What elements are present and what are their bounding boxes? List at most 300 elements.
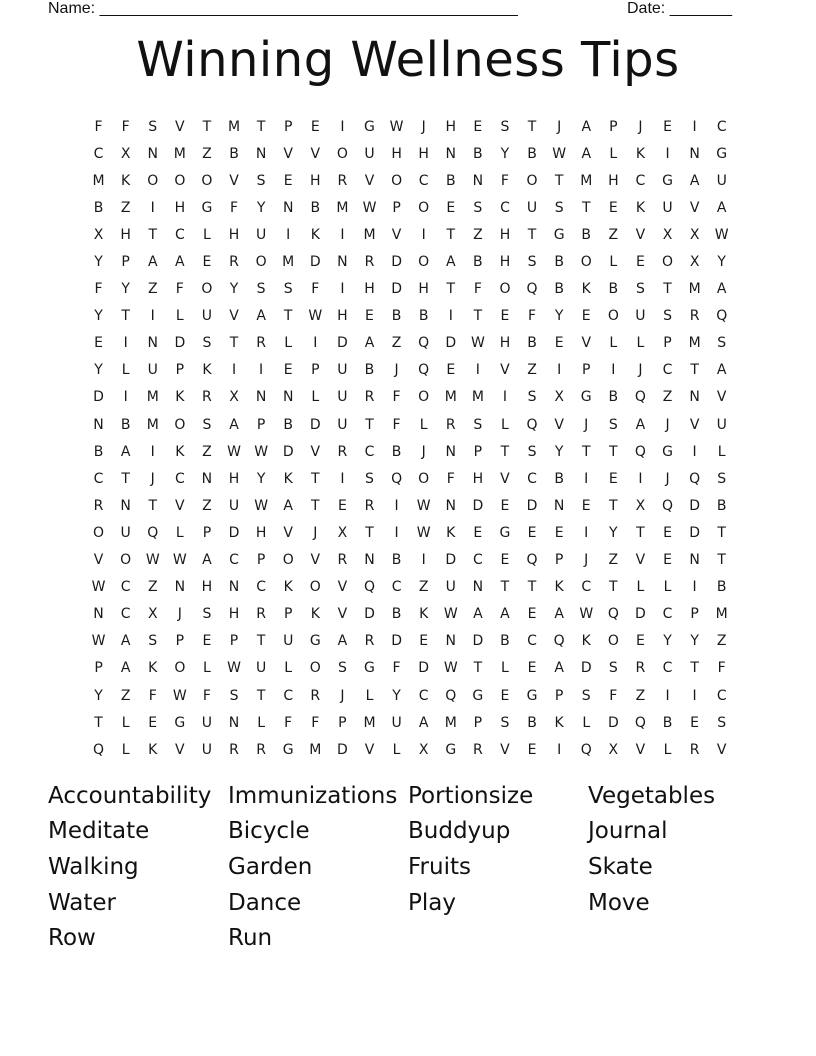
grid-letter[interactable]: N: [93, 416, 104, 433]
grid-letter[interactable]: R: [364, 389, 375, 406]
grid-letter[interactable]: D: [93, 389, 104, 406]
grid-letter[interactable]: A: [716, 281, 727, 298]
grid-letter[interactable]: D: [174, 335, 186, 352]
grid-letter[interactable]: P: [121, 254, 130, 271]
grid-letter[interactable]: I: [584, 470, 589, 487]
grid-letter[interactable]: O: [391, 172, 403, 189]
grid-letter[interactable]: D: [391, 633, 402, 650]
grid-letter[interactable]: Q: [391, 470, 403, 487]
grid-letter[interactable]: O: [174, 416, 186, 433]
grid-letter[interactable]: E: [663, 552, 672, 569]
grid-letter[interactable]: U: [364, 145, 375, 162]
grid-letter[interactable]: O: [201, 172, 213, 189]
grid-letter[interactable]: I: [692, 118, 697, 135]
grid-letter[interactable]: H: [472, 470, 484, 487]
grid-letter[interactable]: Z: [391, 335, 402, 352]
grid-letter[interactable]: J: [421, 443, 426, 460]
grid-letter[interactable]: D: [445, 335, 457, 352]
grid-letter[interactable]: P: [94, 660, 103, 677]
grid-letter[interactable]: E: [473, 118, 483, 135]
grid-letter[interactable]: G: [553, 226, 565, 243]
grid-letter[interactable]: V: [175, 497, 185, 514]
grid-letter[interactable]: U: [635, 308, 646, 325]
grid-letter[interactable]: D: [282, 443, 294, 460]
grid-letter[interactable]: M: [146, 389, 159, 406]
grid-letter[interactable]: M: [92, 172, 105, 189]
grid-letter[interactable]: E: [473, 524, 483, 541]
grid-letter[interactable]: Z: [527, 362, 537, 379]
grid-letter[interactable]: O: [418, 470, 430, 487]
grid-letter[interactable]: K: [148, 660, 158, 677]
grid-letter[interactable]: I: [286, 226, 291, 243]
grid-letter[interactable]: N: [282, 199, 294, 216]
grid-letter[interactable]: K: [554, 714, 564, 731]
grid-letter[interactable]: L: [663, 579, 672, 596]
grid-letter[interactable]: C: [527, 470, 537, 487]
grid-letter[interactable]: W: [470, 335, 485, 352]
grid-letter[interactable]: T: [311, 497, 320, 514]
grid-letter[interactable]: M: [309, 741, 322, 758]
grid-letter[interactable]: D: [689, 524, 700, 541]
grid-letter[interactable]: J: [584, 552, 589, 569]
grid-letter[interactable]: O: [580, 254, 592, 271]
grid-letter[interactable]: N: [282, 389, 294, 406]
grid-letter[interactable]: W: [416, 524, 431, 541]
grid-letter[interactable]: N: [553, 497, 565, 514]
grid-letter[interactable]: R: [256, 741, 266, 758]
grid-letter[interactable]: U: [445, 579, 456, 596]
grid-letter[interactable]: T: [256, 633, 266, 650]
grid-letter[interactable]: S: [256, 281, 266, 298]
grid-letter[interactable]: A: [229, 416, 239, 433]
grid-letter[interactable]: Z: [418, 579, 429, 596]
grid-letter[interactable]: E: [663, 118, 672, 135]
grid-letter[interactable]: A: [175, 254, 185, 271]
grid-letter[interactable]: Q: [607, 606, 619, 623]
grid-letter[interactable]: R: [472, 741, 483, 758]
grid-letter[interactable]: Q: [553, 633, 565, 650]
grid-letter[interactable]: E: [554, 335, 564, 352]
grid-letter[interactable]: K: [283, 470, 293, 487]
grid-letter[interactable]: F: [609, 687, 618, 704]
grid-letter[interactable]: V: [500, 741, 510, 758]
grid-letter[interactable]: I: [150, 199, 155, 216]
grid-letter[interactable]: K: [121, 172, 131, 189]
grid-letter[interactable]: P: [283, 118, 293, 135]
grid-letter[interactable]: A: [120, 443, 131, 460]
date-field-label[interactable]: Date: _______: [627, 0, 732, 17]
grid-letter[interactable]: J: [638, 118, 643, 135]
grid-letter[interactable]: W: [552, 145, 567, 162]
grid-letter[interactable]: W: [91, 579, 106, 596]
grid-letter[interactable]: L: [501, 416, 509, 433]
grid-letter[interactable]: H: [391, 145, 402, 162]
grid-letter[interactable]: C: [364, 443, 375, 460]
grid-letter[interactable]: T: [581, 199, 591, 216]
grid-letter[interactable]: T: [609, 579, 618, 596]
grid-letter[interactable]: Y: [256, 470, 266, 487]
grid-letter[interactable]: V: [175, 118, 185, 135]
grid-letter[interactable]: Q: [634, 389, 646, 406]
grid-letter[interactable]: E: [202, 633, 212, 650]
grid-letter[interactable]: X: [337, 524, 348, 541]
grid-letter[interactable]: Q: [93, 741, 105, 758]
grid-letter[interactable]: T: [717, 552, 726, 569]
grid-letter[interactable]: P: [338, 714, 347, 731]
grid-letter[interactable]: D: [309, 416, 321, 433]
grid-letter[interactable]: I: [557, 362, 562, 379]
grid-letter[interactable]: O: [147, 172, 159, 189]
grid-letter[interactable]: Z: [202, 145, 212, 162]
grid-letter[interactable]: W: [227, 660, 241, 677]
grid-letter[interactable]: A: [581, 145, 592, 162]
grid-letter[interactable]: X: [418, 741, 429, 758]
grid-letter[interactable]: U: [337, 362, 348, 379]
grid-letter[interactable]: T: [365, 524, 374, 541]
grid-letter[interactable]: B: [608, 281, 619, 298]
grid-letter[interactable]: Y: [229, 281, 239, 298]
grid-letter[interactable]: W: [416, 497, 431, 514]
grid-letter[interactable]: Z: [202, 443, 212, 460]
grid-letter[interactable]: T: [690, 362, 699, 379]
grid-letter[interactable]: C: [581, 579, 592, 596]
grid-letter[interactable]: X: [120, 145, 131, 162]
grid-letter[interactable]: K: [554, 579, 564, 596]
grid-letter[interactable]: A: [716, 362, 727, 379]
grid-letter[interactable]: J: [177, 606, 182, 623]
grid-letter[interactable]: J: [665, 416, 670, 433]
grid-letter[interactable]: F: [717, 660, 726, 677]
grid-letter[interactable]: W: [443, 606, 458, 623]
grid-letter[interactable]: A: [147, 254, 158, 271]
grid-letter[interactable]: F: [392, 660, 401, 677]
grid-letter[interactable]: L: [582, 714, 591, 731]
grid-letter[interactable]: Y: [256, 199, 266, 216]
grid-letter[interactable]: J: [421, 118, 426, 135]
grid-letter[interactable]: L: [392, 741, 401, 758]
grid-letter[interactable]: N: [201, 470, 213, 487]
grid-letter[interactable]: T: [663, 281, 672, 298]
grid-letter[interactable]: S: [608, 660, 618, 677]
grid-letter[interactable]: P: [582, 362, 591, 379]
grid-letter[interactable]: L: [257, 714, 266, 731]
grid-letter[interactable]: O: [174, 172, 186, 189]
grid-letter[interactable]: C: [716, 687, 727, 704]
grid-letter[interactable]: C: [500, 199, 510, 216]
grid-letter[interactable]: H: [228, 470, 240, 487]
grid-letter[interactable]: G: [662, 443, 673, 460]
grid-letter[interactable]: V: [635, 552, 646, 569]
grid-letter[interactable]: W: [362, 199, 377, 216]
grid-letter[interactable]: T: [527, 579, 537, 596]
grid-letter[interactable]: M: [336, 199, 349, 216]
grid-letter[interactable]: Z: [662, 389, 673, 406]
grid-letter[interactable]: R: [256, 606, 266, 623]
grid-letter[interactable]: S: [473, 199, 483, 216]
grid-letter[interactable]: T: [473, 660, 483, 677]
grid-letter[interactable]: O: [309, 579, 321, 596]
grid-letter[interactable]: K: [148, 741, 158, 758]
grid-letter[interactable]: Q: [526, 552, 538, 569]
grid-letter[interactable]: I: [231, 362, 237, 379]
grid-letter[interactable]: C: [391, 579, 402, 596]
grid-letter[interactable]: L: [311, 389, 320, 406]
grid-letter[interactable]: I: [340, 226, 345, 243]
grid-letter[interactable]: J: [313, 524, 318, 541]
grid-letter[interactable]: X: [554, 389, 564, 406]
grid-letter[interactable]: T: [148, 226, 158, 243]
grid-letter[interactable]: Q: [445, 687, 457, 704]
grid-letter[interactable]: B: [364, 362, 375, 379]
grid-letter[interactable]: S: [500, 714, 510, 731]
grid-letter[interactable]: B: [93, 199, 104, 216]
grid-letter[interactable]: U: [337, 416, 348, 433]
grid-letter[interactable]: D: [689, 497, 700, 514]
grid-letter[interactable]: E: [148, 714, 158, 731]
grid-letter[interactable]: I: [150, 443, 155, 460]
grid-letter[interactable]: T: [148, 497, 158, 514]
grid-letter[interactable]: O: [418, 254, 430, 271]
grid-letter[interactable]: F: [311, 714, 320, 731]
grid-letter[interactable]: G: [364, 118, 375, 135]
grid-letter[interactable]: L: [636, 335, 645, 352]
grid-letter[interactable]: P: [256, 552, 266, 569]
grid-letter[interactable]: P: [392, 199, 401, 216]
grid-letter[interactable]: M: [715, 606, 728, 623]
grid-letter[interactable]: B: [500, 633, 510, 650]
grid-letter[interactable]: S: [717, 714, 727, 731]
grid-letter[interactable]: L: [636, 579, 645, 596]
grid-letter[interactable]: N: [472, 579, 484, 596]
grid-letter[interactable]: C: [174, 470, 185, 487]
grid-letter[interactable]: S: [473, 416, 483, 433]
grid-letter[interactable]: Q: [580, 741, 592, 758]
grid-letter[interactable]: S: [717, 470, 727, 487]
grid-letter[interactable]: D: [526, 497, 538, 514]
grid-letter[interactable]: D: [391, 254, 402, 271]
grid-letter[interactable]: M: [282, 254, 295, 271]
grid-letter[interactable]: V: [310, 443, 321, 460]
grid-letter[interactable]: B: [554, 281, 564, 298]
grid-letter[interactable]: V: [689, 416, 700, 433]
grid-letter[interactable]: B: [473, 254, 483, 271]
grid-letter[interactable]: C: [93, 145, 104, 162]
grid-letter[interactable]: B: [445, 172, 456, 189]
grid-letter[interactable]: L: [717, 443, 726, 460]
grid-letter[interactable]: E: [500, 497, 510, 514]
grid-letter[interactable]: E: [202, 254, 212, 271]
grid-letter[interactable]: E: [94, 335, 103, 352]
grid-letter[interactable]: T: [609, 443, 618, 460]
grid-letter[interactable]: O: [174, 660, 186, 677]
grid-letter[interactable]: S: [527, 443, 537, 460]
grid-letter[interactable]: C: [418, 687, 429, 704]
grid-letter[interactable]: U: [228, 497, 240, 514]
grid-letter[interactable]: B: [716, 497, 727, 514]
grid-letter[interactable]: I: [502, 389, 508, 406]
grid-letter[interactable]: I: [692, 443, 697, 460]
grid-letter[interactable]: E: [581, 308, 591, 325]
grid-letter[interactable]: N: [147, 335, 158, 352]
grid-letter[interactable]: I: [448, 308, 453, 325]
grid-letter[interactable]: T: [446, 226, 456, 243]
grid-letter[interactable]: F: [121, 118, 130, 135]
grid-letter[interactable]: I: [611, 362, 616, 379]
grid-letter[interactable]: Y: [663, 633, 672, 650]
grid-letter[interactable]: R: [364, 254, 375, 271]
grid-letter[interactable]: Z: [202, 497, 212, 514]
grid-letter[interactable]: E: [446, 199, 456, 216]
grid-letter[interactable]: O: [499, 281, 511, 298]
grid-letter[interactable]: N: [445, 633, 456, 650]
grid-letter[interactable]: I: [665, 687, 670, 704]
grid-letter[interactable]: E: [527, 524, 537, 541]
grid-letter[interactable]: C: [472, 552, 483, 569]
grid-letter[interactable]: L: [365, 687, 374, 704]
grid-letter[interactable]: V: [581, 335, 592, 352]
grid-letter[interactable]: Z: [120, 687, 131, 704]
grid-letter[interactable]: T: [311, 470, 320, 487]
grid-letter[interactable]: H: [337, 308, 348, 325]
grid-letter[interactable]: R: [337, 443, 348, 460]
grid-letter[interactable]: I: [665, 145, 670, 162]
grid-letter[interactable]: I: [692, 579, 697, 596]
grid-letter[interactable]: V: [391, 226, 402, 243]
grid-letter[interactable]: K: [283, 579, 293, 596]
grid-letter[interactable]: J: [638, 362, 643, 379]
grid-letter[interactable]: A: [364, 335, 375, 352]
grid-letter[interactable]: S: [554, 199, 564, 216]
grid-letter[interactable]: A: [418, 714, 429, 731]
grid-letter[interactable]: G: [309, 633, 321, 650]
grid-letter[interactable]: R: [364, 497, 375, 514]
grid-letter[interactable]: T: [229, 335, 239, 352]
grid-letter[interactable]: B: [391, 308, 402, 325]
grid-letter[interactable]: S: [148, 118, 158, 135]
grid-letter[interactable]: I: [475, 362, 480, 379]
grid-letter[interactable]: F: [94, 118, 103, 135]
grid-letter[interactable]: P: [473, 714, 483, 731]
grid-letter[interactable]: U: [255, 660, 267, 677]
grid-letter[interactable]: B: [229, 145, 239, 162]
grid-letter[interactable]: P: [283, 606, 293, 623]
grid-letter[interactable]: A: [716, 199, 727, 216]
grid-letter[interactable]: O: [607, 308, 619, 325]
grid-letter[interactable]: D: [635, 606, 646, 623]
grid-letter[interactable]: A: [256, 308, 266, 325]
grid-letter[interactable]: T: [690, 660, 699, 677]
grid-letter[interactable]: S: [527, 254, 537, 271]
grid-letter[interactable]: L: [609, 254, 618, 271]
grid-letter[interactable]: B: [581, 226, 592, 243]
grid-letter[interactable]: U: [255, 226, 267, 243]
grid-letter[interactable]: G: [472, 687, 484, 704]
grid-letter[interactable]: U: [337, 389, 348, 406]
grid-letter[interactable]: V: [500, 362, 510, 379]
grid-letter[interactable]: B: [554, 470, 564, 487]
grid-letter[interactable]: P: [202, 524, 212, 541]
grid-letter[interactable]: C: [716, 118, 727, 135]
grid-letter[interactable]: G: [716, 145, 728, 162]
grid-letter[interactable]: S: [635, 281, 645, 298]
grid-letter[interactable]: M: [688, 281, 701, 298]
grid-letter[interactable]: B: [283, 416, 293, 433]
grid-letter[interactable]: K: [635, 145, 646, 162]
grid-letter[interactable]: C: [256, 579, 266, 596]
grid-letter[interactable]: A: [689, 172, 700, 189]
grid-letter[interactable]: A: [635, 416, 646, 433]
grid-letter[interactable]: Y: [609, 524, 618, 541]
grid-letter[interactable]: C: [120, 579, 131, 596]
grid-letter[interactable]: K: [310, 606, 320, 623]
grid-letter[interactable]: A: [473, 606, 483, 623]
grid-letter[interactable]: F: [284, 714, 293, 731]
grid-letter[interactable]: S: [581, 687, 591, 704]
grid-letter[interactable]: L: [663, 741, 672, 758]
grid-letter[interactable]: S: [202, 416, 212, 433]
grid-letter[interactable]: Y: [554, 443, 564, 460]
grid-letter[interactable]: Z: [147, 281, 158, 298]
grid-letter[interactable]: T: [473, 308, 483, 325]
grid-letter[interactable]: E: [635, 633, 645, 650]
grid-letter[interactable]: N: [255, 389, 267, 406]
grid-letter[interactable]: Y: [690, 633, 699, 650]
grid-letter[interactable]: K: [310, 226, 320, 243]
grid-letter[interactable]: Q: [716, 308, 728, 325]
grid-letter[interactable]: Q: [147, 524, 159, 541]
grid-letter[interactable]: R: [689, 741, 700, 758]
grid-letter[interactable]: W: [254, 443, 269, 460]
grid-letter[interactable]: Q: [689, 470, 701, 487]
grid-letter[interactable]: F: [229, 199, 239, 216]
grid-letter[interactable]: V: [635, 226, 646, 243]
grid-letter[interactable]: A: [202, 552, 212, 569]
grid-letter[interactable]: Z: [120, 199, 131, 216]
grid-letter[interactable]: D: [228, 524, 240, 541]
grid-letter[interactable]: S: [527, 389, 537, 406]
grid-letter[interactable]: V: [229, 308, 239, 325]
grid-letter[interactable]: P: [229, 633, 239, 650]
grid-letter[interactable]: M: [227, 118, 241, 135]
grid-letter[interactable]: H: [418, 281, 429, 298]
grid-letter[interactable]: X: [689, 254, 700, 271]
grid-letter[interactable]: L: [203, 226, 211, 243]
grid-letter[interactable]: W: [443, 660, 458, 677]
grid-letter[interactable]: J: [557, 118, 562, 135]
grid-letter[interactable]: U: [120, 524, 131, 541]
grid-letter[interactable]: W: [227, 443, 241, 460]
grid-letter[interactable]: H: [228, 606, 240, 623]
grid-letter[interactable]: U: [147, 362, 158, 379]
grid-letter[interactable]: D: [607, 714, 619, 731]
grid-letter[interactable]: B: [716, 579, 727, 596]
grid-letter[interactable]: T: [256, 687, 266, 704]
grid-letter[interactable]: Q: [526, 281, 538, 298]
grid-letter[interactable]: T: [256, 118, 266, 135]
grid-letter[interactable]: A: [445, 254, 456, 271]
grid-letter[interactable]: U: [716, 416, 727, 433]
grid-letter[interactable]: L: [609, 335, 618, 352]
grid-letter[interactable]: N: [689, 552, 700, 569]
grid-letter[interactable]: I: [123, 335, 128, 352]
grid-letter[interactable]: F: [500, 172, 509, 189]
grid-letter[interactable]: R: [689, 308, 700, 325]
grid-letter[interactable]: I: [421, 552, 426, 569]
grid-letter[interactable]: W: [389, 118, 404, 135]
grid-letter[interactable]: L: [175, 524, 184, 541]
grid-letter[interactable]: E: [527, 660, 537, 677]
grid-letter[interactable]: A: [120, 633, 131, 650]
